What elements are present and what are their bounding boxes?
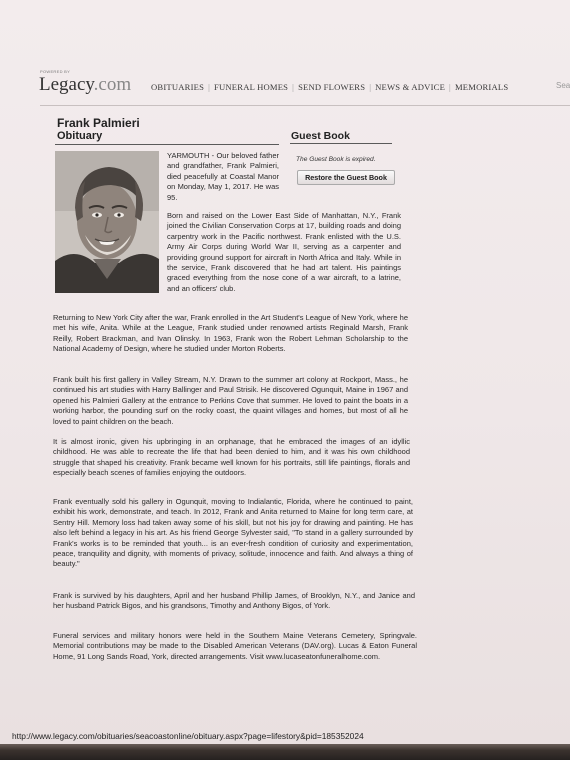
portrait-illustration (55, 151, 159, 293)
obituary-heading: Obituary (57, 130, 103, 142)
legacy-logo[interactable] (39, 74, 131, 96)
page-url-footer[interactable]: http://www.legacy.com/obituaries/seacoastonline/obituary.aspx?page=lifestory&pid=185352024 (12, 731, 364, 741)
obituary-paragraph-services: Funeral services and military honors were held in the Southern Maine Veterans Cemetery, Springvale. Memorial contributions may be made to the Disabled American Veterans (DAV.org). Lucas & Eaton Funeral Home, 91 Long Sands Road, York, directed arrangements. Visit www.lucaseatonfuneralhome.com. (53, 631, 417, 661)
deceased-name: Frank Palmieri (57, 116, 140, 130)
nav-memorials[interactable]: MEMORIALS (454, 82, 509, 92)
obituary-paragraph-survivors: Frank is survived by his daughters, April and her husband Phillip James, of Brooklyn, N.Y., and Janice and her husband Patrick Bigos, and his grandsons, Timothy and Anthony Bigos, of York. (53, 591, 415, 611)
guest-book-heading: Guest Book (291, 130, 350, 142)
search-hint[interactable]: Sea (556, 81, 570, 90)
powered-by-label: POWERED BY (40, 69, 71, 74)
guest-book-heading-rule (290, 143, 392, 144)
nav-funeral-homes[interactable]: FUNERAL HOMES (214, 82, 289, 92)
nav-separator: | (449, 82, 451, 92)
nav-obituaries[interactable]: OBITUARIES (151, 82, 205, 92)
portrait-photo (55, 151, 159, 293)
obituary-paragraph-gallery: Frank built his first gallery in Valley Stream, N.Y. Drawn to the summer art colony at Rockport, Mass., he continued his art studies with Harry Ballinger and Paul Strisik. He discovered Ogunquit, Maine in 1967 and opened his Palmieri Gallery at the entrance to Perkins Cove that summer. He loved to paint the boats in a working harbor, the pounding surf on the rocky coast, the quaint villages and homes, but most of all he loved to paint children on the beach. (53, 375, 408, 426)
page-edge-shadow (0, 744, 570, 760)
obituary-paragraph-early-life: Born and raised on the Lower East Side of Manhattan, N.Y., Frank joined the Civilian Conservation Corps at 17, building roads and doing carpentry work in the Pacific northwest. Frank enlisted with the U.S. Army Air Corps during World War II, serving as a carpenter and providing ground support for aircraft in North Africa and Italy. While in the service, Frank discovered that he had art talent. His paintings graced everything from the nose cone of a war aircraft, to a latrine, and an officers' club. (167, 211, 401, 293)
logo-domain-text: .com (93, 74, 132, 95)
obituary-paragraph-art-study: Returning to New York City after the war, Frank enrolled in the Art Student's League of New York, where he met his wife, Anita. While at the League, Frank studied under renowned artists Reginald Marsh, Frank Reilly, Robert Brackman, and Ivan Olinsky. In 1963, Frank won the Robert Lehman Scholarship to the National Academy of Design, where he studied under Morton Roberts. (53, 313, 408, 354)
obituary-paragraph-childhood: It is almost ironic, given his upbringing in an orphanage, that he embraced the images of an idyllic childhood. He was able to recreate the life that had been denied to him, and it was his own childhood struggle that shaped his creativity. Frank became well known for his portraits, still life paintings, florals and especially beach scenes of families enjoying the outdoors. (53, 437, 410, 478)
obituary-paragraph-intro: YARMOUTH - Our beloved father and grandfather, Frank Palmieri, died peacefully at Coastal Manor on Monday, May 1, 2017. He was 95. (167, 151, 279, 202)
nav-news-advice[interactable]: NEWS & ADVICE (375, 82, 446, 92)
logo-main-text: Legacy (39, 74, 94, 95)
main-nav (151, 82, 508, 92)
nav-separator: | (369, 82, 372, 92)
nav-separator: | (292, 82, 295, 92)
nav-send-flowers[interactable]: SEND FLOWERS (298, 82, 366, 92)
obituary-paragraph-later-years: Frank eventually sold his gallery in Ogunquit, moving to Indialantic, Florida, where he continued to paint, exhibit his work, demonstrate, and teach. In 2012, Frank and Anita returned to Maine for long term care, at Sentry Hill. Memory loss had taken away some of his skill, but not his joy for drawing and painting. He has also left behind a legacy in his art. As his friend George Sylvester said, "To stand in a gallery surrounded by Frank's works is to be reminded that youth... is an ever-fresh condition of curiosity and experimentation, peace, tranquility and dignity, with moments of privacy, solitude, innocence and faith. And always a thing of beauty." (53, 497, 413, 569)
header-divider (40, 105, 570, 106)
guest-book-expired-note: The Guest Book is expired. (296, 156, 376, 163)
nav-separator: | (208, 82, 211, 92)
obituary-heading-rule (55, 144, 279, 145)
restore-guest-book-button[interactable]: Restore the Guest Book (297, 170, 395, 185)
